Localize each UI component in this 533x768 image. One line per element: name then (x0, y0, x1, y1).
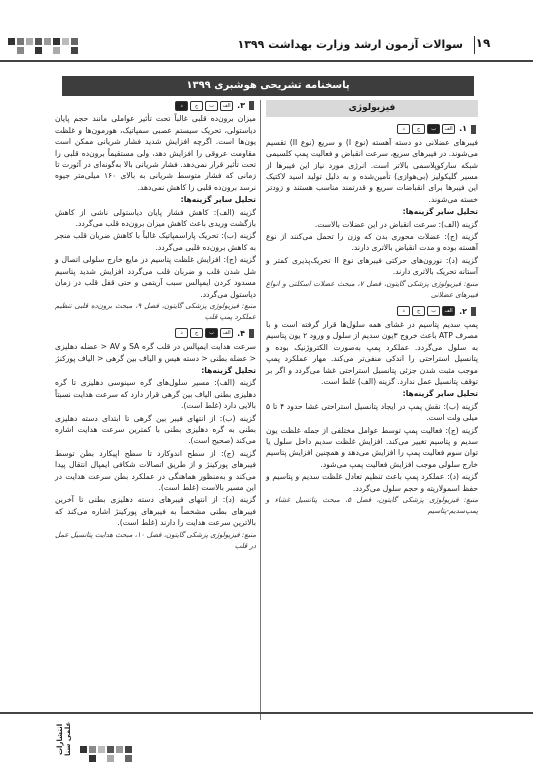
page-footer (0, 706, 533, 768)
header-title: سوالات آزمون ارشد وزارت بهداشت ۱۳۹۹ (237, 38, 463, 51)
analysis-title: تحلیل سایر گزینه‌ها: (402, 207, 478, 217)
option-be: ب (427, 306, 440, 316)
option-alef: الف (220, 328, 233, 338)
question-number: ۳. (237, 101, 245, 110)
decor-square (80, 746, 87, 753)
question-marker (249, 101, 254, 110)
option-jim: ج (412, 124, 425, 134)
decor-square (53, 47, 60, 54)
analysis-item: گزینه (ب): نقش پمپ در ایجاد پتانسیل استراحتی غشا حدود ۴ تا ۵ میلی ولت است. (266, 401, 478, 423)
question-3 (55, 100, 256, 324)
option-be: ب (205, 101, 218, 111)
question-4 (55, 328, 256, 553)
analysis-item: گزینه (د): نورون‌های حرکتی فیبرهای نوع II تحریک‌پذیری کمتر و آستانه تحریک بالاتری دارند. (266, 255, 478, 277)
option-jim: ج (190, 328, 203, 338)
answer-options (397, 124, 455, 134)
analysis-title: تحلیل گزینه‌ها: (201, 365, 256, 375)
decor-square (35, 47, 42, 54)
analysis-item: گزینه (ج): افزایش غلظت پتاسیم در مایع خارج سلولی اتصال و شل شدن قلب و ضربان قلب می‌گردد افزایش شدید پتاسیم مسدود کردن ایمپالس سبب آریتمی و حتی قفل قلب در زمان دیاستول می‌گردد. (55, 255, 256, 299)
answer-key-banner: پاسخنامه تشریحی هوشبری ۱۳۹۹ (62, 76, 474, 96)
page-header (0, 0, 533, 62)
option-dal: د (175, 328, 188, 338)
analysis-item: گزینه (ب): از انتهای فیبر بین گرهی تا ابتدای دسته دهلیزی بطنی به گره دهلیزی بطنی با کمترین سرعت هدایت اشاره می‌کند (صحیح است). (55, 413, 256, 446)
option-jim: ج (190, 101, 203, 111)
decor-square (125, 755, 132, 762)
decor-square (26, 38, 33, 45)
decor-square (107, 755, 114, 762)
question-2 (266, 306, 478, 518)
decor-square (17, 47, 24, 54)
decor-square (71, 47, 78, 54)
question-marker (471, 307, 476, 316)
question-1 (266, 123, 478, 301)
option-jim: ج (412, 306, 425, 316)
analysis-item: گزینه (ج): فعالیت پمپ توسط عوامل مختلفی از جمله غلظت یون سدیم و پتاسیم تغییر می‌کند. افزایش غلظت سدیم داخل سلول یا توان سوم فعالیت پمپ را افزایش می‌دهد و همچنین افزایش پتاسیم خارج سلولی موجب افزایش فعالیت پمپ می‌شود. (266, 425, 478, 469)
analysis-item: گزینه (ج): عضلات محوری بدن که وزن را تحمل می‌کنند از نوع آهسته بوده و مدت انقباض بالاتری دارند. (266, 232, 478, 253)
decor-square (35, 38, 42, 45)
decor-square (89, 746, 96, 753)
decor-square (53, 38, 60, 45)
option-be-selected: ب (205, 328, 218, 338)
decor-square (98, 746, 105, 753)
column-divider (260, 100, 261, 720)
answer-body: پمپ سدیم پتاسیم در غشای همه سلول‌ها قرار گرفته است و با مصرف ATP باعث خروج ۳یون سدیم از سلول و ورود ۲ یون پتاسیم به سلول می‌گردد. عملکرد پمپ به‌صورت الکتروژنیک بوده و پتانسیل استراحتی را اندکی منفی‌تر می‌کند. مهار عملکرد پمپ موجب مثبت شدن جزئی پتانسیل استراحتی غشا می‌گردد و اگر بر توقف پتانسیل عمل ندارد. گزینه (الف) غلط است. (266, 319, 479, 386)
answer-options (175, 328, 233, 338)
analysis-item: گزینه (ب): تحریک پاراسمپاتیک غالباً با کاهش ضربان قلب منجر به کاهش برون‌ده قلبی می‌گردد. (55, 231, 256, 252)
question-header (55, 100, 256, 111)
decor-square (125, 746, 132, 753)
option-alef-selected: الف (442, 306, 455, 316)
question-number: ۲. (459, 306, 467, 316)
answer-body: سرعت هدایت ایمپالس در قلب گره SA و AV < عضله دهلیزی < عضله بطنی < دسته هیس و الیاف بین گرهی < الیاف پورکنژ (55, 342, 257, 363)
question-marker (249, 329, 254, 338)
answer-body: فیبرهای عضلانی دو دسته آهسته (نوع I) و سریع (نوع II) تقسیم می‌شوند. در فیبرهای سریع، سرعت انقباض و فعالیت پمپ کلسیمی شبکه سارکوپلاسمی بالاتر است. انرژی مورد نیاز این فیبرها از مسیر گلیکولیز (بی‌هوازی) تأمین‌شده و به دلیل تولید اسید لاکتیک این فیبرها برای انقباضات سریع و قدرتمند مناسب هستند و زودتر خسته می‌شوند. (266, 137, 478, 204)
decor-square (89, 755, 96, 762)
decor-square (17, 38, 24, 45)
decor-square (62, 38, 69, 45)
decor-square (71, 38, 78, 45)
source-reference: منبع: فیزیولوژی پزشکی گایتون، فصل ۱۰، مبحث هدایت پتانسیل عمل در قلب (55, 530, 256, 551)
answer-options (175, 101, 233, 111)
footer-rule (0, 712, 533, 714)
source-reference: منبع: فیزیولوژی پزشکی گایتون، فصل ۷، مبحث عضلات اسکلتی و انواع فیبرهای عضلانی (266, 279, 478, 300)
analysis-item: گزینه (الف): مسیر سلول‌های گره سینوسی دهلیزی تا گره دهلیزی بطنی الیاف بین گرهی قرار دارد که سرعت هدایت نسبتاً بالایی دارد (غلط است). (55, 378, 256, 411)
question-marker (471, 125, 476, 134)
decor-square (8, 38, 15, 45)
analysis-item: گزینه (د): از انتهای فیبرهای دسته دهلیزی بطنی تا آخرین فیبرهای بطنی مشخصاً به فیبرهای پورکینژ اشاره می‌کند که بالاترین سرعت هدایت را دارند (غلط است). (55, 495, 256, 528)
analysis-item: گزینه (الف): سرعت انقباض در این عضلات بالاست. (314, 219, 478, 229)
left-column (55, 100, 256, 556)
question-header (266, 123, 478, 134)
section-title: فیزیولوژی (266, 100, 478, 117)
option-alef: الف (442, 124, 455, 134)
question-header (55, 328, 256, 339)
question-header (266, 306, 478, 317)
analysis-title: تحلیل سایر گزینه‌ها: (402, 389, 478, 399)
answer-body: میزان برون‌ده قلبی غالباً تحت تأثیر عواملی مانند حجم پایان دیاستولی، تحریک سیستم عصبی سمپاتیک، هورمون‌ها و غلظت یون‌ها است. اگرچه افزایش شدید فشار شریانی ممکن است مقاومت عروقی را افزایش دهد، ولی مستقیماً برون‌ده قلبی را تحت تأثیر قرار نمی‌دهد. فشار شریانی بالا به‌گونه‌ای در آئورت تا زمانی که فشار متوسط شریانی به بالای ۱۶۰ میلی‌متر جیوه نرسد برون‌ده قلبی را کاهش نمی‌دهد. (55, 114, 257, 192)
page-number: ۱۹ (475, 36, 491, 50)
decor-square (107, 746, 114, 753)
publisher-name: انتشارات علمی سنا (56, 721, 72, 757)
question-number: ۱. (459, 124, 467, 134)
analysis-title: تحلیل سایر گزینه‌ها: (180, 195, 256, 205)
analysis-item: گزینه (ج): از سطح اندوکارد تا سطح اپیکارد بطن توسط فیبرهای پورکینژ و از طریق اتصالات شکافی ایمپال انتقال پیدا می‌کند و به‌منظور هماهنگی در عملکرد بطن سرعت هدایت در این مسیر بالاست (غلط است). (55, 448, 256, 492)
right-column (266, 100, 478, 522)
answer-options (397, 306, 455, 316)
option-dal: د (397, 124, 410, 134)
option-dal: د (397, 306, 410, 316)
option-be-selected: ب (427, 124, 440, 134)
decor-square (44, 38, 51, 45)
header-rule (0, 60, 533, 62)
question-number: ۴. (237, 328, 245, 338)
analysis-item: گزینه (د): عملکرد پمپ باعث تنظیم تعادل غلظت سدیم و پتاسیم و حفظ اسمولاریته و حجم سلول می‌گردد. (266, 472, 478, 493)
source-reference: منبع: فیزیولوژی پزشکی گایتون، فصل ۹، مبحث برون‌ده قلبی تنظیم عملکرد پمپ قلب (55, 301, 256, 322)
option-dal-selected: د (175, 101, 188, 111)
option-alef: الف (220, 101, 233, 111)
source-reference: منبع: فیزیولوژی پزشکی گایتون، فصل ۵، مبحث پتانسیل غشاء و پمپ‌سدیم-پتاسیم (266, 496, 478, 516)
analysis-item: گزینه (الف): کاهش فشار پایان دیاستولی ناشی از کاهش بازگشت وریدی باعث کاهش میزان برون‌ده قلب می‌گردد. (55, 207, 256, 229)
decor-square (116, 746, 123, 753)
